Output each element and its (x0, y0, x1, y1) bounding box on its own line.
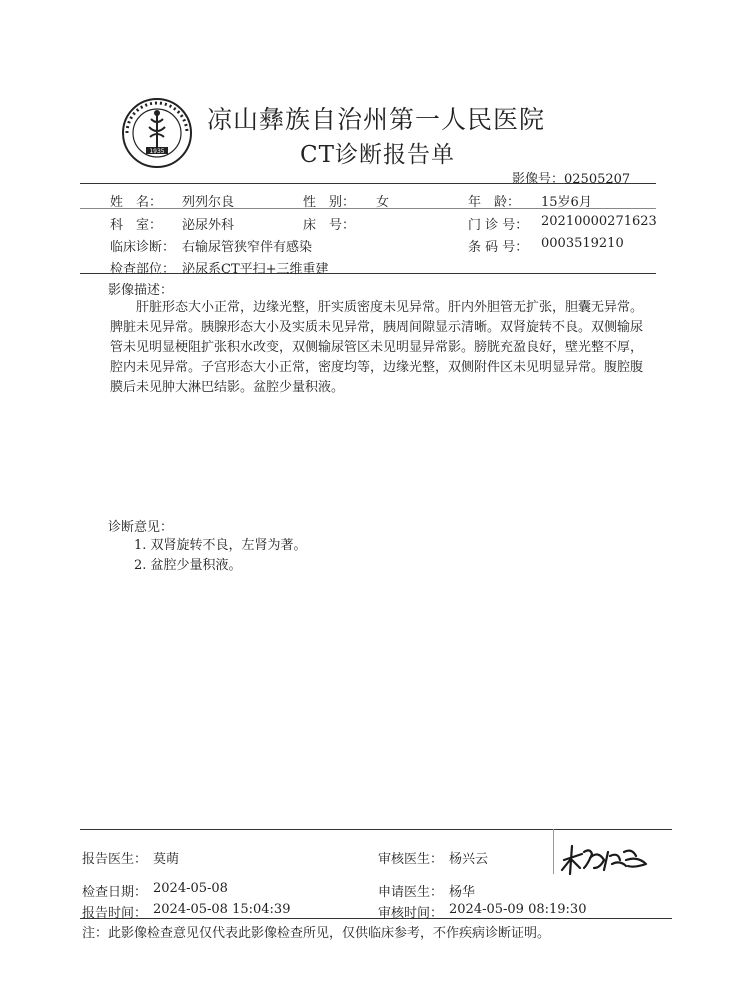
patient-name-label: 姓 名： (110, 195, 163, 210)
signature-box-divider (553, 829, 554, 874)
footer-top-divider (80, 829, 672, 830)
report-title: CT诊断报告单 (300, 142, 455, 168)
header-divider (80, 183, 656, 184)
barcode-value: 0003519210 (541, 236, 624, 251)
barcode-label: 条 码 号： (468, 240, 529, 255)
exam-date-value: 2024-05-08 (153, 881, 228, 896)
patient-age-value: 15岁6月 (541, 195, 592, 210)
outpatient-label: 门 诊 号： (468, 218, 529, 233)
department-label: 科 室： (110, 218, 163, 233)
hospital-logo-seal (121, 97, 193, 169)
report-time-value: 2024-05-08 15:04:39 (153, 902, 291, 917)
outpatient-value: 20210000271623 (541, 214, 657, 229)
bed-label: 床 号： (303, 218, 356, 233)
exam-site-label: 检查部位： (110, 262, 176, 277)
reviewer-value: 杨兴云 (449, 852, 489, 867)
reporter-label: 报告医生： (82, 852, 148, 867)
requester-label: 申请医生： (378, 885, 444, 900)
review-time-value: 2024-05-09 08:19:30 (449, 902, 587, 917)
opinion-item: 1. 双肾旋转不良，左肾为著。 (134, 538, 307, 553)
reviewer-signature (560, 838, 650, 878)
opinion-list (134, 536, 307, 576)
exam-date-label: 检查日期： (82, 885, 148, 900)
department-value: 泌尿外科 (182, 218, 235, 233)
opinion-item: 2. 盆腔少量积液。 (134, 558, 242, 573)
patient-name-value: 列列尔良 (182, 195, 235, 210)
reviewer-label: 审核医生： (378, 852, 444, 867)
review-time-label: 审核时间： (378, 906, 444, 921)
clinical-diagnosis-value: 右输尿管狭窄伴有感染 (182, 240, 313, 255)
disclaimer-note: 注：此影像检查意见仅代表此影像检查所见，仅供临床参考，不作疾病诊断证明。 (82, 926, 551, 941)
row-divider (80, 208, 656, 209)
svg-text:1935: 1935 (149, 148, 165, 155)
findings-text: 肝脏形态大小正常，边缘光整，肝实质密度未见异常。肝内外胆管无扩张，胆囊无异常。脾脏未见异常。胰腺形态大小及实质未见异常，胰周间隙显示清晰。双肾旋转不良。双侧输尿管未见明显梗阻扩张积水改变，双侧输尿管区未见明显异常影。膀胱充盈良好，壁光整不厚，腔内未见异常。子宫形态大小正常，密度均等，边缘光整，双侧附件区未见明显异常。腹腔腹膜后未见肿大淋巴结影。盆腔少量积液。 (110, 300, 644, 395)
exam-site-value: 泌尿系CT平扫+三维重建 (182, 262, 329, 277)
reporter-value: 莫萌 (153, 852, 180, 867)
patient-sex-value: 女 (376, 195, 390, 210)
patient-sex-label: 性 别： (303, 195, 356, 210)
patient-age-label: 年 龄： (468, 195, 521, 210)
info-divider (80, 273, 656, 274)
requester-value: 杨华 (449, 885, 476, 900)
report-time-label: 报告时间： (82, 906, 148, 921)
image-number: 影像号：02505207 (512, 172, 631, 187)
opinion-heading: 诊断意见： (108, 520, 174, 535)
clinical-diagnosis-label: 临床诊断： (110, 240, 176, 255)
hospital-name: 凉山彝族自治州第一人民医院 (207, 105, 546, 134)
footer-note-divider (80, 918, 672, 919)
findings-heading: 影像描述： (108, 283, 174, 298)
